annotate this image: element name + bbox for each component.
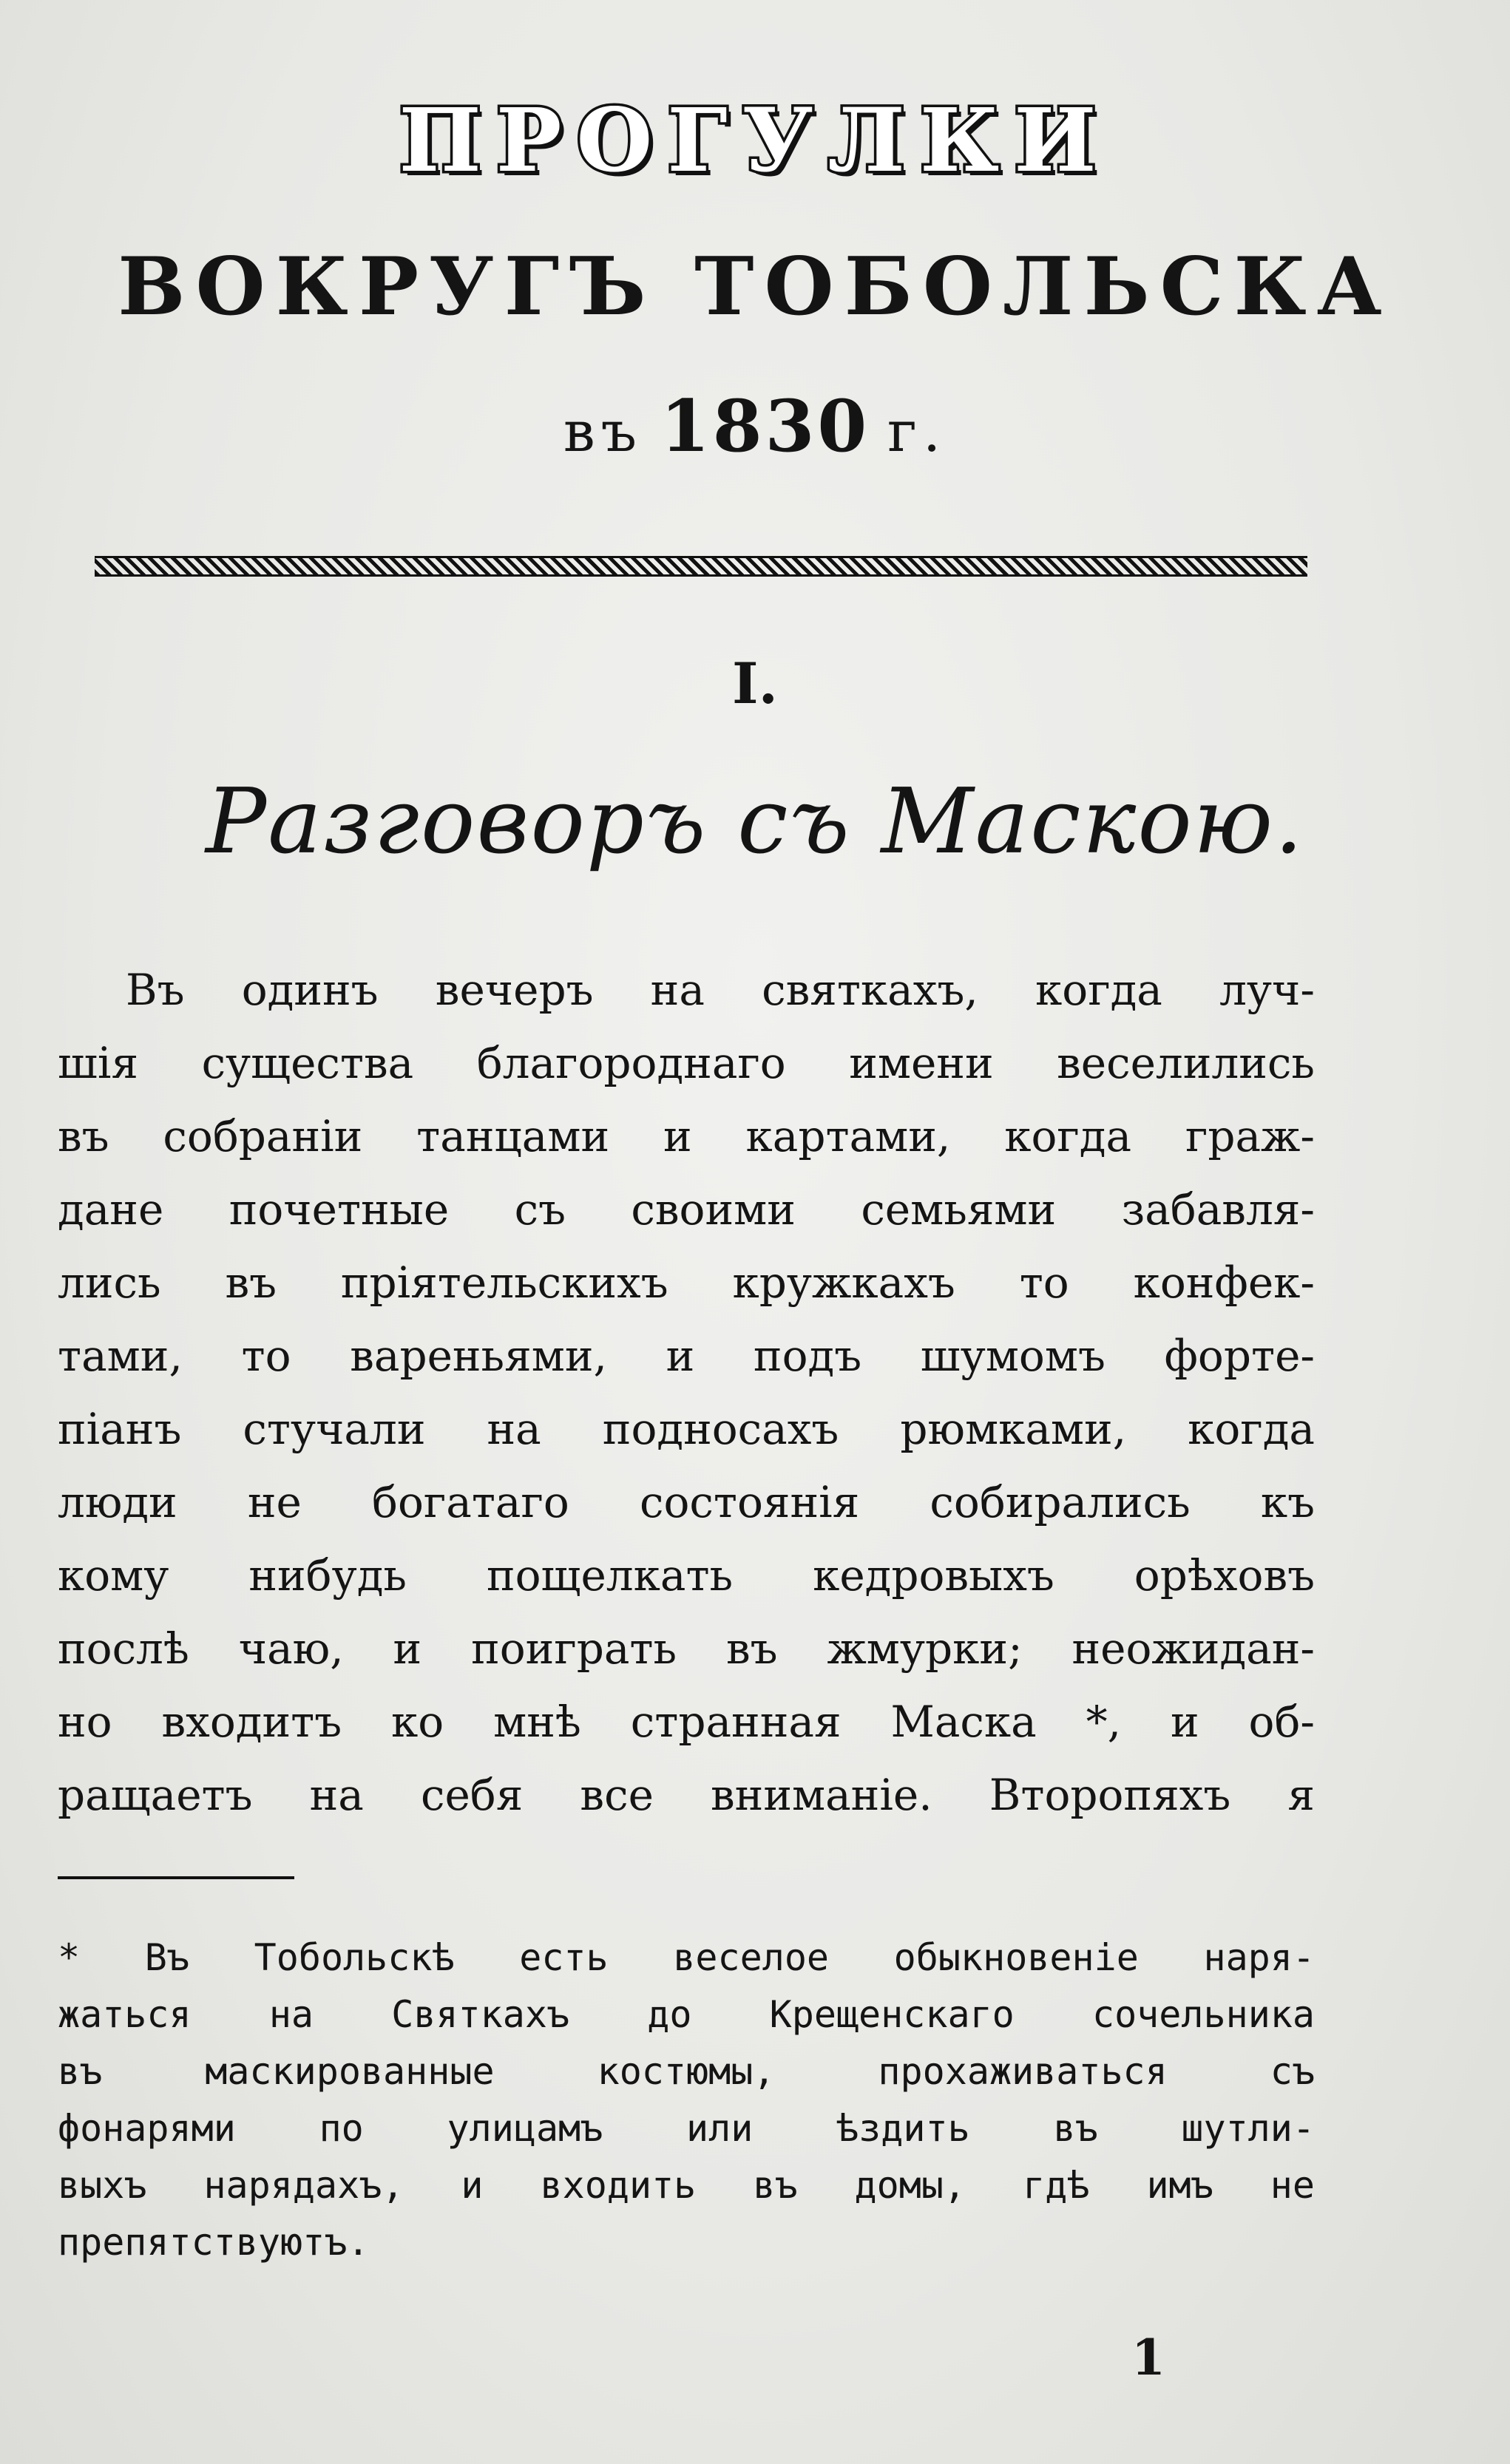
footnote-separator [58,1876,294,1879]
chapter-number: I. [731,651,778,716]
chapter-title: Разговоръ съ Маскою. [205,769,1304,874]
body-line: въ собраніи танцами и картами, когда граж- [58,1111,1315,1161]
body-line: послѣ чаю, и поиграть въ жмурки; неожидан- [58,1623,1315,1674]
body-text [58,954,1315,1832]
title-line-1: ПРОГУЛКИ [399,89,1111,191]
footnote-line: выхъ нарядахъ, и входить въ домы, гдѣ имъ не [58,2164,1315,2207]
body-line: лись въ пріятельскихъ кружкахъ то конфек- [58,1258,1315,1308]
footnote [58,1930,1315,2271]
footnote-line: въ маскированные костюмы, прохаживаться съ [58,2050,1315,2093]
page-number: 1 [1131,2329,1165,2386]
title-line-2: ВОКРУГЪ ТОБОЛЬСКА [118,240,1392,333]
body-line: тами, то вареньями, и подъ шумомъ форте- [58,1331,1315,1381]
body-line: піанъ стучали на подносахъ рюмками, когда [58,1404,1315,1454]
footnote-line: фонарями по улицамъ или ѣздить въ шутли- [58,2107,1315,2150]
body-line: кому нибудь пощелкать кедровыхъ орѣховъ [58,1550,1315,1601]
title-line-3 [0,384,1510,468]
footnote-line: * Въ Тобольскѣ есть веселое обыкновеніе наря- [58,1936,1315,1979]
title-year-suffix: г. [887,398,947,464]
footnote-line: препятствуютъ. [58,2221,370,2264]
footnote-line: жаться на Святкахъ до Крещенскаго сочельника [58,1993,1315,2036]
body-line: но входитъ ко мнѣ странная Маска *, и об- [58,1697,1315,1747]
body-line: люди не богатаго состоянія собирались къ [58,1477,1315,1527]
body-line: шія существа благороднаго имени веселились [58,1038,1315,1088]
title-preposition: въ [563,398,643,464]
body-line: ращаетъ на себя все вниманіе. Второпяхъ я [58,1770,1315,1820]
title-year: 1830 [660,384,870,468]
body-line: Въ одинъ вечеръ на святкахъ, когда луч- [126,965,1315,1015]
body-line: дане почетные съ своими семьями забавля- [58,1184,1315,1235]
ornamental-divider [95,556,1307,577]
